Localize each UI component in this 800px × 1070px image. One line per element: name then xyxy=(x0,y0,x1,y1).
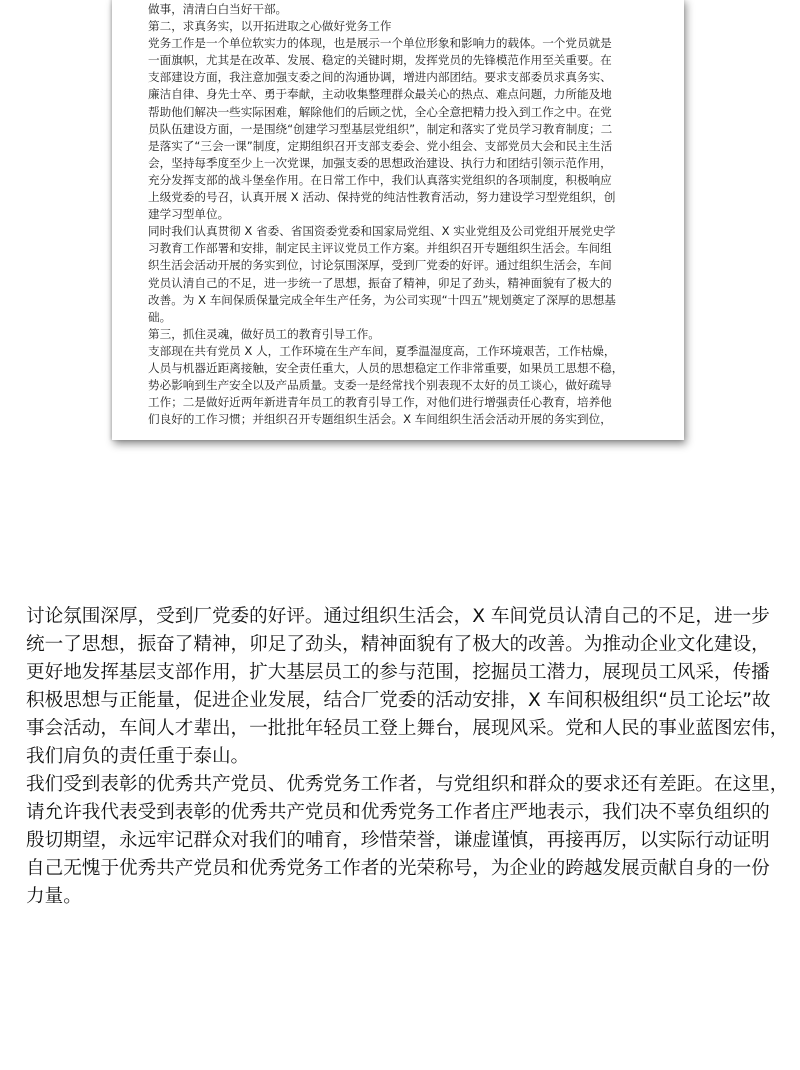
body-text-line: 讨论氛围深厚，受到厂党委的好评。通过组织生活会，X 车间党员认清自己的不足，进一步 xyxy=(26,606,770,627)
page-preview-text xyxy=(148,1,644,428)
preview-text-line: 廉洁自律、身先士卒、勇于奉献，主动收集整理群众最关心的热点、难点问题，力所能及地 xyxy=(148,87,612,102)
preview-text-line: 第二，求真务实，以开拓进取之心做好党务工作 xyxy=(148,19,392,34)
preview-text-line: 充分发挥支部的战斗堡垒作用。在日常工作中，我们认真落实党组织的各项制度，积极响应 xyxy=(148,172,612,187)
body-text-line: 事会活动，车间人才辈出，一批批年轻员工登上舞台，展现风采。党和人民的事业蓝图宏伟， xyxy=(26,718,789,739)
preview-text-line: 一面旗帜，尤其是在改革、发展、稳定的关键时期，发挥党员的先锋模范作用至关重要。在 xyxy=(148,53,612,68)
preview-text-line: 党务工作是一个单位软实力的体现，也是展示一个单位形象和影响力的载体。一个党员就是 xyxy=(148,36,612,51)
preview-text-line: 员队伍建设方面，一是围绕“创建学习型基层党组织”，制定和落实了党员学习教育制度；二 xyxy=(148,121,613,136)
preview-text-line: 党员认清自己的不足，进一步统一了思想，振奋了精神，卯足了劲头，精神面貌有了极大的 xyxy=(148,275,612,290)
body-text-line: 请允许我代表受到表彰的优秀共产党员和优秀党务工作者庄严地表示，我们决不辜负组织的 xyxy=(26,802,770,823)
preview-text-line: 织生活会活动开展的务实到位，讨论氛围深厚，受到厂党委的好评。通过组织生活会，车间 xyxy=(148,258,612,273)
body-text-line: 我们肩负的责任重于泰山。 xyxy=(26,746,250,767)
preview-text-line: 同时我们认真贯彻 X 省委、省国资委党委和国家局党组、X 实业党组及公司党组开展党史学 xyxy=(148,224,616,239)
preview-text-line: 建学习型单位。 xyxy=(148,207,230,222)
preview-text-line: 是落实了“三会一课”制度，定期组织召开支部支委会、党小组会、支部党员大会和民主生活 xyxy=(148,138,613,153)
body-text-line: 自己无愧于优秀共产党员和优秀党务工作者的光荣称号，为企业的跨越发展贡献自身的一份 xyxy=(26,858,770,879)
preview-text-line: 人员与机器近距离接触，安全责任重大，人员的思想稳定工作非常重要，如果员工思想不稳， xyxy=(148,360,624,375)
body-text-line: 我们受到表彰的优秀共产党员、优秀党务工作者，与党组织和群众的要求还有差距。在这里， xyxy=(26,774,789,795)
preview-text-line: 支部现在共有党员 X 人，工作环境在生产车间，夏季温湿度高，工作环境艰苦，工作枯燥， xyxy=(148,343,616,358)
preview-text-line: 做事，清清白白当好干部。 xyxy=(148,2,288,16)
body-text-line: 统一了思想，振奋了精神，卯足了劲头，精神面貌有了极大的改善。为推动企业文化建设， xyxy=(26,634,770,655)
preview-text-line: 们良好的工作习惯；并组织召开专题组织生活会。X 车间组织生活会活动开展的务实到位， xyxy=(148,412,612,427)
document-body-text xyxy=(26,603,789,911)
preview-text-line: 支部建设方面，我注意加强支委之间的沟通协调，增进内部团结。要求支部委员求真务实、 xyxy=(148,70,612,85)
preview-text-line: 势必影响到生产安全以及产品质量。支委一是经常找个别表现不太好的员工谈心，做好疏导 xyxy=(148,378,612,393)
preview-text-line: 会，坚持每季度至少上一次党课，加强支委的思想政治建设、执行力和团结引领示范作用， xyxy=(148,155,612,170)
preview-text-line: 帮助他们解决一些实际困难，解除他们的后顾之忧，全心全意把精力投入到工作之中。在党 xyxy=(148,104,612,119)
body-text-line: 积极思想与正能量，促进企业发展，结合厂党委的活动安排，X 车间积极组织“员工论坛”故 xyxy=(26,690,771,711)
page-preview-card xyxy=(112,0,684,440)
preview-text-line: 习教育工作部署和安排，制定民主评议党员工作方案。并组织召开专题组织生活会。车间组 xyxy=(148,241,612,256)
preview-text-line: 改善。为 X 车间保质保量完成全年生产任务，为公司实现“十四五”规划奠定了深厚的思想基 xyxy=(148,292,616,307)
body-text-line: 更好地发挥基层支部作用，扩大基层员工的参与范围，挖掘员工潜力，展现员工风采，传播 xyxy=(26,662,770,683)
preview-text-line: 工作；二是做好近两年新进青年员工的教育引导工作，对他们进行增强责任心教育，培养他 xyxy=(148,395,612,410)
preview-text-line: 础。 xyxy=(148,309,172,324)
body-text-line: 殷切期望，永远牢记群众对我们的哺育，珍惜荣誉，谦虚谨慎，再接再厉，以实际行动证明 xyxy=(26,830,770,851)
preview-text-line: 上级党委的号召，认真开展 X 活动、保持党的纯洁性教育活动，努力建设学习型党组织，创 xyxy=(148,190,616,205)
body-text-line: 力量。 xyxy=(26,886,82,907)
preview-text-line: 第三，抓住灵魂，做好员工的教育引导工作。 xyxy=(148,326,380,341)
